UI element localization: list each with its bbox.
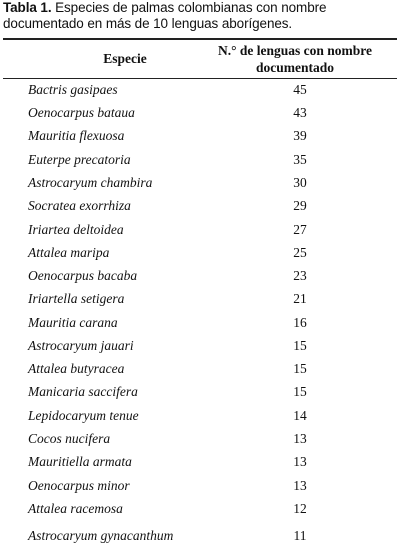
table-row	[0, 406, 400, 429]
language-count: 16	[293, 315, 307, 330]
table-row	[0, 382, 400, 405]
species-name: Manicaria saccifera	[28, 384, 138, 399]
table-header	[0, 40, 400, 78]
header-count: N.° de lenguas con nombre documentado	[217, 43, 373, 75]
table-caption-text: Especies de palmas colombianas con nombre documentado en más de 10 lenguas aborígenes.	[3, 0, 327, 31]
language-count: 39	[293, 128, 307, 143]
table-row	[0, 173, 400, 196]
species-name: Iriartella setigera	[28, 291, 125, 306]
species-name: Astrocaryum chambira	[28, 175, 153, 190]
table-row	[0, 499, 400, 522]
table-row	[0, 80, 400, 103]
species-name: Lepidocaryum tenue	[28, 408, 139, 423]
language-count: 13	[293, 431, 307, 446]
species-name: Attalea racemosa	[28, 501, 123, 516]
species-name: Mauritia carana	[28, 315, 118, 330]
language-count: 29	[293, 198, 307, 213]
language-count: 30	[293, 175, 307, 190]
language-count: 14	[293, 408, 307, 423]
species-name: Astrocaryum gynacanthum	[28, 528, 174, 543]
species-name: Oenocarpus bacaba	[28, 268, 138, 283]
species-name: Mauritiella armata	[28, 454, 132, 469]
table-row	[0, 266, 400, 289]
table-row	[0, 452, 400, 475]
species-name: Oenocarpus minor	[28, 478, 130, 493]
species-name: Bactris gasipaes	[28, 82, 118, 97]
language-count: 13	[293, 478, 307, 493]
table-header-rule	[3, 78, 397, 79]
table-row	[0, 429, 400, 452]
species-name: Iriartea deltoidea	[28, 222, 124, 237]
table-row	[0, 103, 400, 126]
table-caption-label: Tabla 1.	[3, 0, 52, 15]
species-name: Socratea exorrhiza	[28, 198, 131, 213]
table-row	[0, 220, 400, 243]
species-name: Oenocarpus bataua	[28, 105, 135, 120]
table-row	[0, 289, 400, 312]
table-row	[0, 243, 400, 266]
table-row	[0, 196, 400, 219]
language-count: 23	[293, 268, 307, 283]
table-caption	[3, 0, 397, 32]
table-row	[0, 313, 400, 336]
species-name: Astrocaryum jauari	[28, 338, 134, 353]
species-name: Cocos nucifera	[28, 431, 111, 446]
language-count: 11	[293, 528, 307, 543]
language-count: 35	[293, 152, 307, 167]
language-count: 15	[293, 338, 307, 353]
language-count: 25	[293, 245, 307, 260]
species-name: Mauritia flexuosa	[28, 128, 125, 143]
species-name: Euterpe precatoria	[28, 152, 131, 167]
species-name: Attalea butyracea	[28, 361, 125, 376]
language-count: 15	[293, 384, 307, 399]
table-row	[0, 150, 400, 173]
language-count: 13	[293, 454, 307, 469]
species-name: Attalea maripa	[28, 245, 110, 260]
language-count: 21	[293, 291, 307, 306]
language-count: 12	[293, 501, 307, 516]
table-row	[0, 336, 400, 359]
table-row	[0, 476, 400, 499]
table-row	[0, 126, 400, 149]
language-count: 43	[293, 105, 307, 120]
language-count: 15	[293, 361, 307, 376]
table-row	[0, 359, 400, 382]
language-count: 27	[293, 222, 307, 237]
header-species: Especie	[103, 51, 147, 66]
language-count: 45	[293, 82, 307, 97]
table-row	[0, 526, 400, 549]
